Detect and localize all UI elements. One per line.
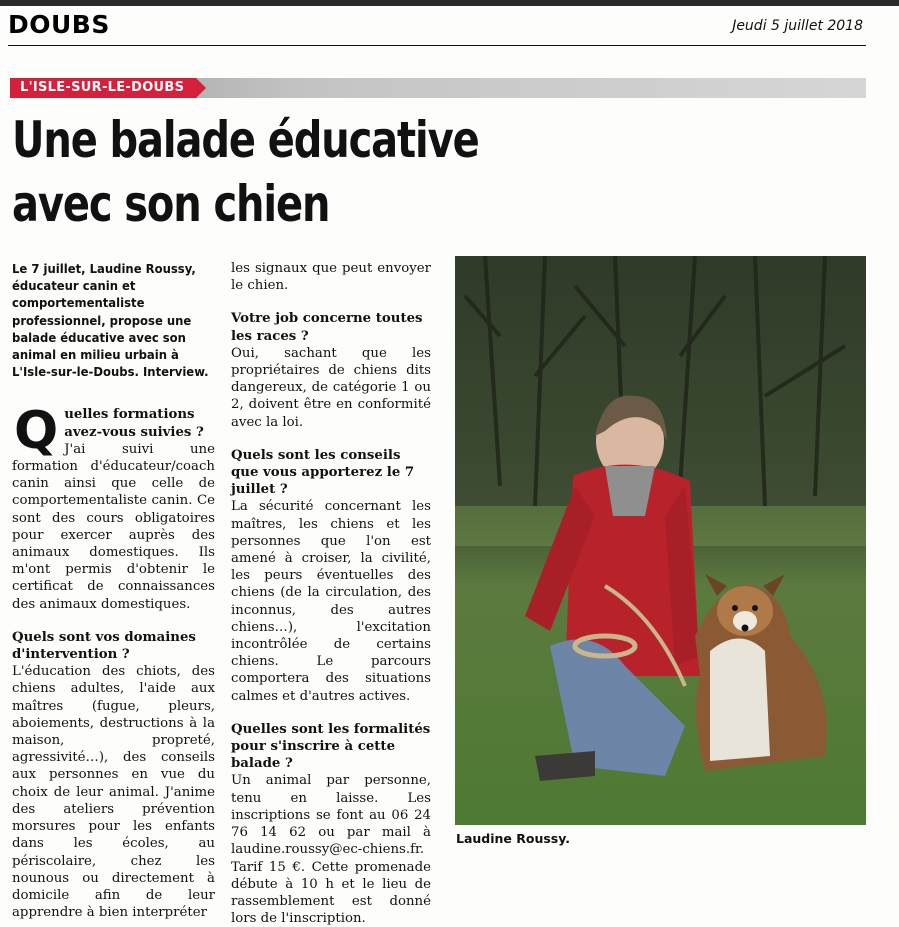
issue-date: Jeudi 5 juillet 2018 (732, 18, 863, 34)
photo-caption: Laudine Roussy. (456, 831, 571, 846)
text-column-1 (12, 260, 215, 921)
article-photo (455, 256, 866, 825)
article-lead: Le 7 juillet, Laudine Roussy, éducateur canin et comportementaliste professionnel, propose une balade éducative avec son animal en milieu urbain à L'Isle-sur-le-Doubs. Interview. (12, 261, 209, 380)
top-rule (0, 0, 899, 6)
section-title: DOUBS (8, 10, 110, 39)
answer-2-continued: les signaux que peut envoyer le chien. (231, 261, 431, 294)
question-2: Quels sont vos domaines d'intervention ? (12, 629, 196, 663)
text-column-2 (231, 260, 431, 927)
headline-line-1: Une balade éducative (12, 111, 479, 169)
drop-cap: Q (14, 401, 59, 462)
kicker-label: L'ISLE-SUR-LE-DOUBS (10, 78, 196, 98)
photo-illustration (455, 256, 866, 825)
answer-1: J'ai suivi une formation d'éducateur/coach canin ainsi que celle de comportementaliste canin. Ce sont des cours obligatoires pour exercer auprès des animaux domestiques. Ils m'ont permis d'obtenir le certificat de connaissances des animaux domestiques. (12, 441, 215, 612)
headline-line-2: avec son chien (12, 175, 330, 233)
question-3: Votre job concerne toutes les races ? (231, 311, 423, 344)
header-divider (8, 45, 866, 46)
question-4: Quels sont les conseils que vous apporterez le 7 juillet ? (231, 447, 415, 498)
answer-5: Un animal par personne, tenu en laisse. Les inscriptions se font au 06 24 76 14 62 ou par mail à laudine.roussy@ec-chiens.fr. Tarif 15 €. Cette promenade débute à 10 h et le lieu de rassemblement est donné lors de l'inscription. (231, 773, 431, 927)
answer-3: Oui, sachant que les propriétaires de chiens dits dangereux, de catégorie 1 ou 2, doivent être en conformité avec la loi. (231, 345, 431, 430)
answer-2: L'éducation des chiots, des chiens adultes, l'aide aux maîtres (fugue, pleurs, aboiements, destructions à la maison, propreté, agressivité…), des conseils aux personnes en vue du choix de leur animal. J'anime des ateliers prévention morsures pour les enfants dans les écoles, au périscolaire, chez les nounous ou directement à domicile afin de leur apprendre à bien interpréter (12, 664, 215, 921)
answer-4: La sécurité concernant les maîtres, les chiens et les personnes que l'on est amené à croiser, la civilité, les peurs éventuelles des chiens (de la circulation, des inconnus, des autres chiens…), l'excitation incontrôlée de certains chiens. Le parcours comportera des situations calmes et d'autres actives. (231, 499, 431, 704)
question-1: uelles formations avez-vous suivies ? (64, 407, 204, 440)
article-headline (12, 108, 572, 236)
question-5: Quelles sont les formalités pour s'inscrire à cette balade ? (231, 721, 431, 772)
